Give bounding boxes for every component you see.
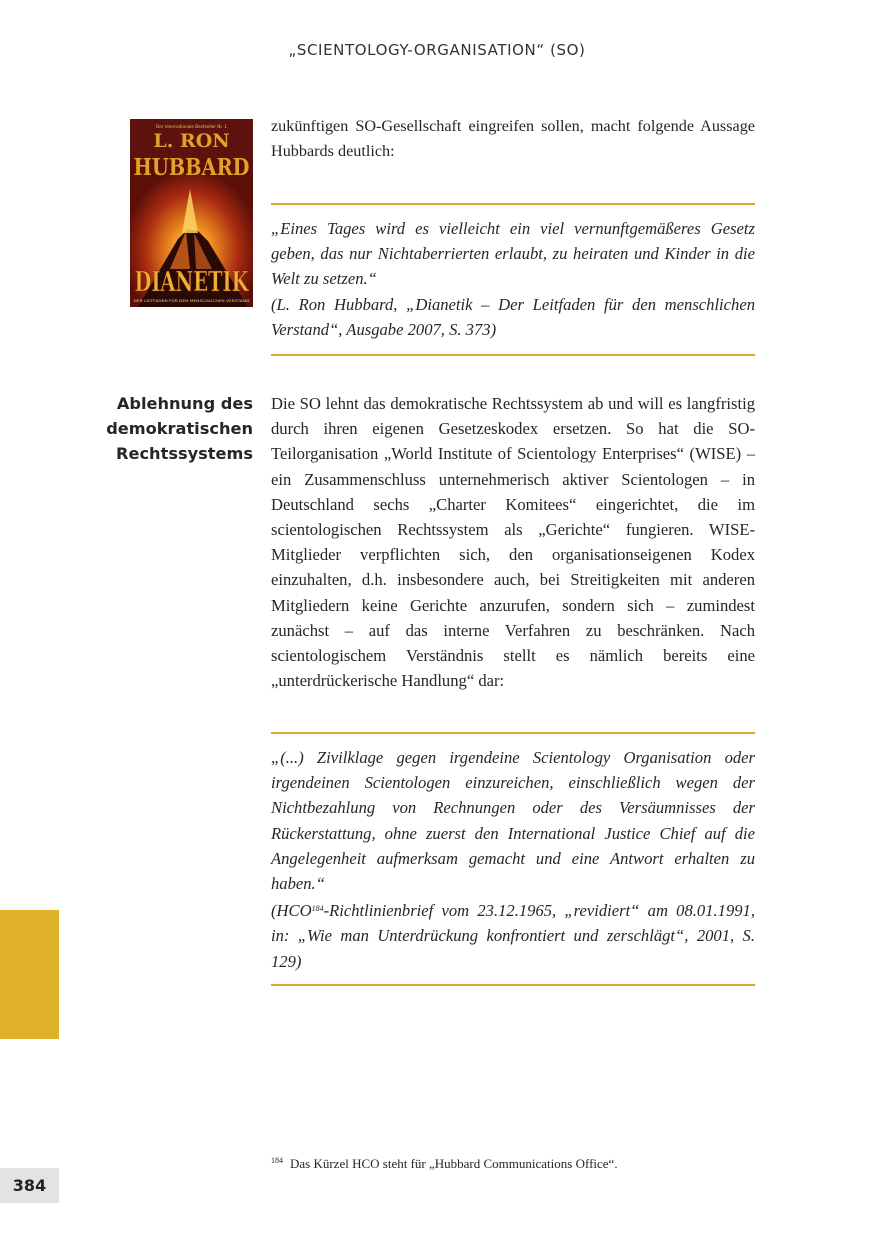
section-paragraph: Die SO lehnt das demokratische Rechtssystem ab und will es langfristig durch ihren eigenen Gesetzeskodex ersetzen. So hat die SO-Teilorganisation „World Institute of Scientology Enterprises“ (WISE) – ein Zusammenschluss unternehmerisch aktiver Scientologen – in Deutschland sechs „Charter Komitees“ eingerichtet, die im scientologischen Rechtssystem als „Gerichte“ fungieren. WISE-Mitglieder verpflichten sich, den organisationseigenen Kodex einzuhalten, d.h. insbesondere auch, bei Streitigkeiten mit anderen Mitgliedern keine Gerichte anzurufen, sondern sich – zumindest zunächst – auf das interne Verfahren zu beschränken. Nach scientologischem Verständnis stellt es nämlich bereits eine „unterdrückerische Handlung“ dar: (271, 394, 755, 691)
section-heading (95, 391, 253, 466)
intro-paragraph: zukünftigen SO-Gesellschaft eingreifen sollen, macht folgende Aussage Hubbards deutlich: (271, 117, 755, 161)
quote-box-2 (271, 732, 755, 986)
chapter-color-tab (0, 910, 59, 1039)
section-heading-line-3: Rechtssystems (116, 444, 253, 463)
cover-top-line: Der internationale Bestseller Nr. 1 (155, 124, 228, 129)
footnote-number: 184 (271, 1156, 283, 1165)
quote-box-1 (271, 203, 755, 356)
quote-2-text: „(...) Zivilklage gegen irgendeine Scientology Organisation oder irgendeinen Scientologen einzureichen, einschließlich wegen der Nichtbezahlung von Rechnungen oder des Versäumnisses der Rückerstattung, ohne zuerst den International Justice Chief auf die Angelegenheit aufmerksam gemacht und eine Antwort erhalten zu haben.“ (271, 748, 755, 894)
quote-2-source-prefix: (HCO (271, 901, 312, 921)
quote-1-text: „Eines Tages wird es vielleicht ein viel vernunftgemäßeres Gesetz geben, das nur Nichtaberrierten erlaubt, zu heiraten und Kinder in die Welt zu setzen.“ (271, 219, 755, 289)
footnote-reference[interactable]: 184 (311, 904, 324, 914)
quote-2-source-rest: -Richtlinienbrief vom 23.12.1965, „revidiert“ am 08.01.1991, in: „Wie man Unterdrückung konfrontiert und zerschlägt“, 2001, S. 129) (271, 901, 755, 971)
cover-author-line1: L. RON (153, 130, 230, 152)
footnote (271, 1152, 755, 1173)
cover-title: DIANETIK (134, 267, 250, 298)
book-cover-image (130, 119, 253, 307)
running-header: „SCIENTOLOGY-ORGANISATION“ (SO) (288, 41, 586, 59)
footnote-text: Das Kürzel HCO steht für „Hubbard Communications Office“. (290, 1156, 618, 1171)
section-heading-line-2: demokratischen (106, 419, 253, 438)
quote-1-source: (L. Ron Hubbard, „Dianetik – Der Leitfaden für den menschlichen Verstand“, Ausgabe 2007, S. 373) (271, 294, 755, 339)
quote-2-source (271, 896, 755, 974)
page-number: 384 (0, 1168, 59, 1203)
cover-subtitle: DER LEITFADEN FÜR DEN MENSCHLICHEN VERSTAND (133, 299, 230, 303)
section-heading-line-1: Ablehnung des (116, 394, 253, 413)
cover-author-line2: HUBBARD (133, 154, 250, 181)
